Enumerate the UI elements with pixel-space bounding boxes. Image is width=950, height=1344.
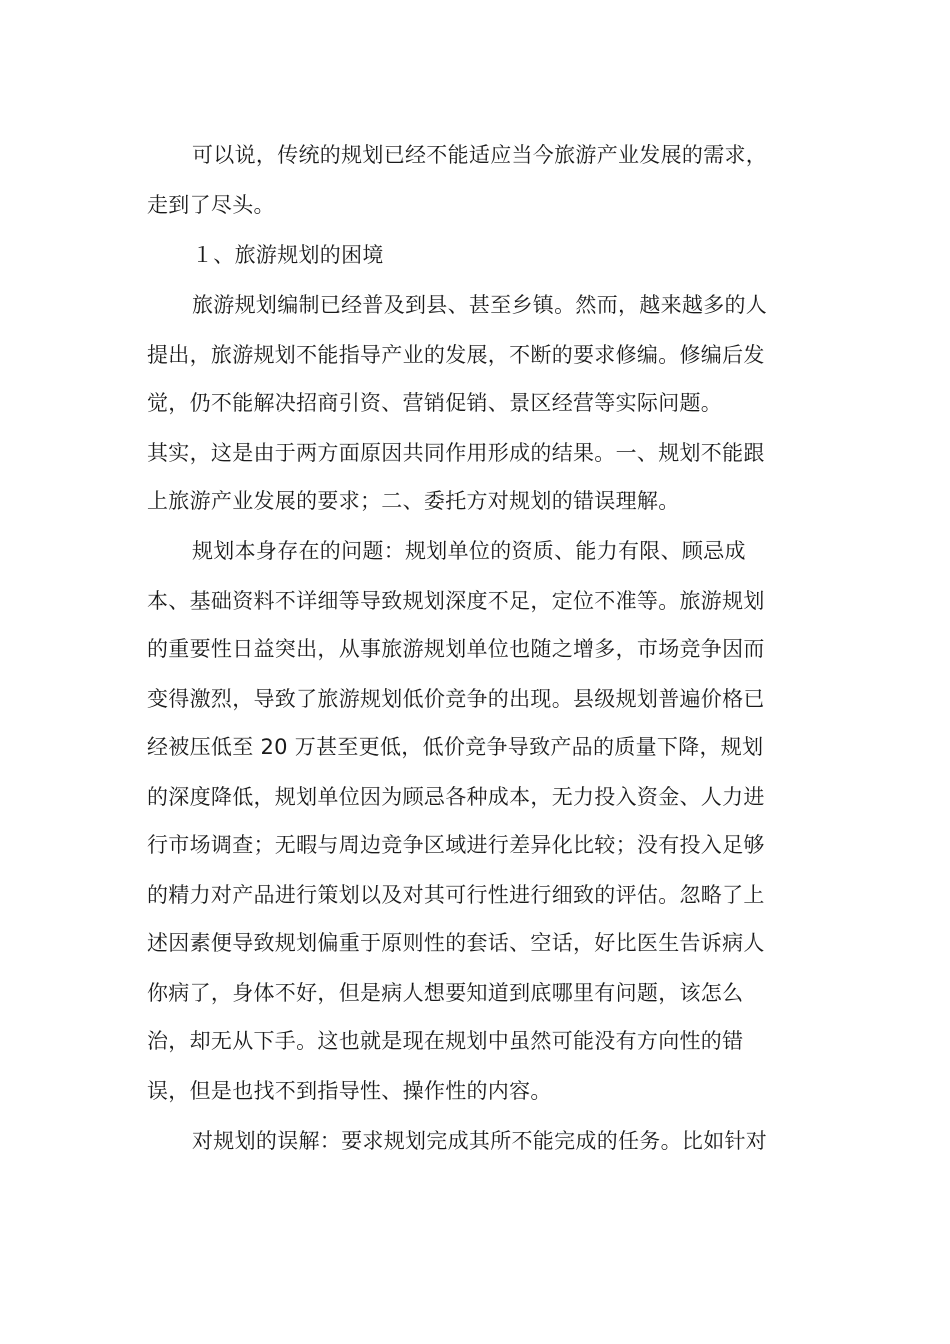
paragraph-line: 治，却无从下手。这也就是现在规划中虽然可能没有方向性的错	[147, 1029, 744, 1053]
paragraph-line: 经被压低至 20 万甚至更低，低价竞争导致产品的质量下降，规划	[147, 735, 764, 759]
paragraph-line: 旅游规划编制已经普及到县、甚至乡镇。然而，越来越多的人	[192, 293, 768, 317]
paragraph-line: 其实，这是由于两方面原因共同作用形成的结果。一、规划不能跟	[147, 441, 765, 465]
section-heading: １、旅游规划的困境	[192, 243, 384, 267]
paragraph-line: 对规划的误解：要求规划完成其所不能完成的任务。比如针对	[192, 1129, 768, 1153]
paragraph-line: 觉，仍不能解决招商引资、营销促销、景区经营等实际问题。	[147, 391, 723, 415]
paragraph-line: 你病了，身体不好，但是病人想要知道到底哪里有问题，该怎么	[147, 981, 744, 1005]
paragraph-line: 走到了尽头。	[147, 193, 275, 217]
paragraph-line: 上旅游产业发展的要求；二、委托方对规划的错误理解。	[147, 489, 680, 513]
paragraph-line: 的深度降低，规划单位因为顾忌各种成本，无力投入资金、人力进	[147, 785, 765, 809]
paragraph-line: 的精力对产品进行策划以及对其可行性进行细致的评估。忽略了上	[147, 883, 765, 907]
paragraph-line: 本、基础资料不详细等导致规划深度不足，定位不准等。旅游规划	[147, 589, 765, 613]
paragraph-line: 可以说，传统的规划已经不能适应当今旅游产业发展的需求，	[192, 143, 768, 167]
paragraph-line: 规划本身存在的问题：规划单位的资质、能力有限、顾忌成	[192, 539, 746, 563]
paragraph-line: 变得激烈，导致了旅游规划低价竞争的出现。县级规划普遍价格已	[147, 687, 765, 711]
paragraph-line: 提出，旅游规划不能指导产业的发展，不断的要求修编。修编后发	[147, 343, 765, 367]
paragraph-line: 误，但是也找不到指导性、操作性的内容。	[147, 1079, 552, 1103]
paragraph-line: 述因素便导致规划偏重于原则性的套话、空话，好比医生告诉病人	[147, 931, 765, 955]
paragraph-line: 的重要性日益突出，从事旅游规划单位也随之增多，市场竞争因而	[147, 637, 765, 661]
paragraph-line: 行市场调查；无暇与周边竞争区域进行差异化比较；没有投入足够	[147, 833, 765, 857]
